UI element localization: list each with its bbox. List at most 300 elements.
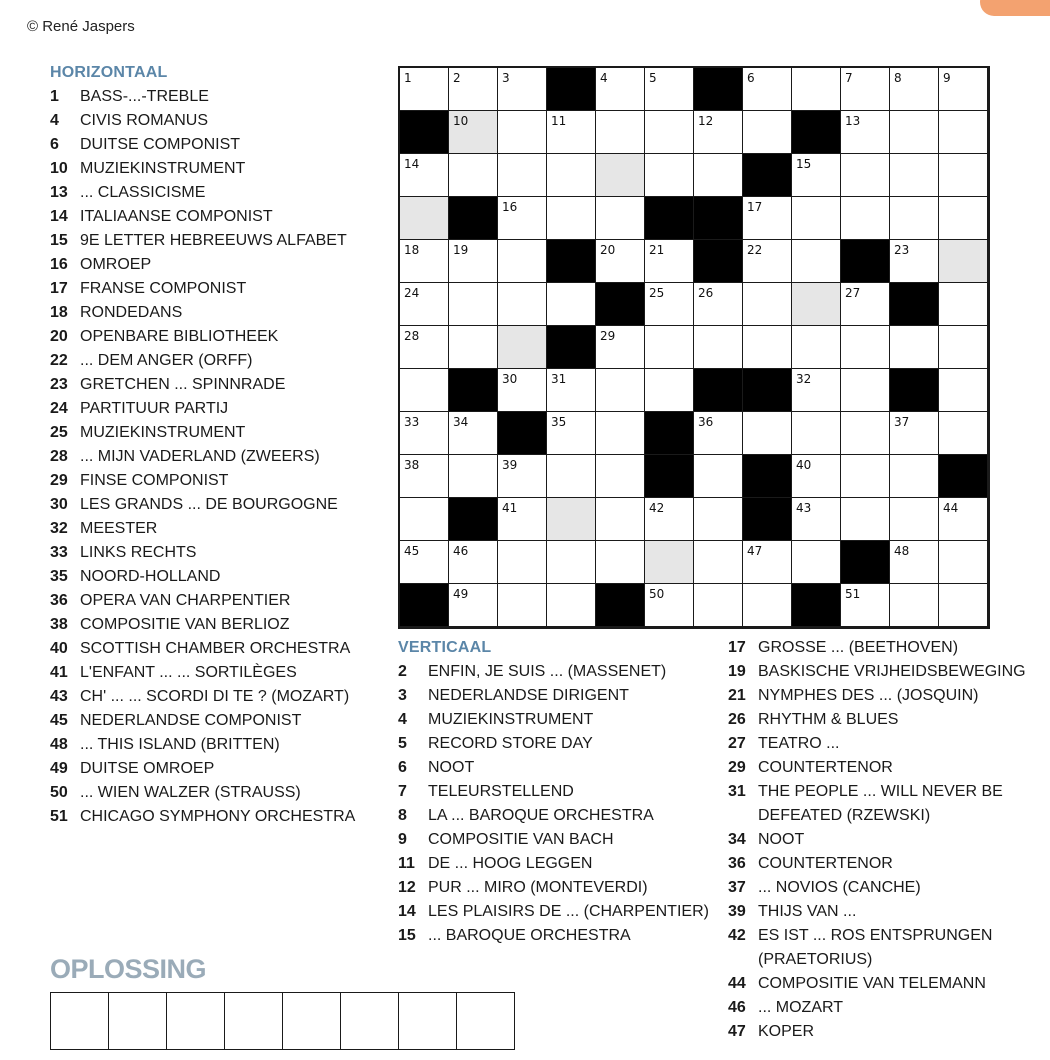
clue-number: 37: [728, 879, 746, 896]
clue-number: 19: [728, 663, 746, 680]
grid-cell[interactable]: [939, 326, 988, 369]
grid-cell[interactable]: [792, 326, 841, 369]
grid-cell[interactable]: [694, 154, 743, 197]
grid-cell[interactable]: [449, 283, 498, 326]
clue-text: NEDERLANDSE COMPONIST: [80, 712, 302, 729]
grid-cell[interactable]: [645, 240, 694, 283]
grid-cell[interactable]: [841, 68, 890, 111]
clue-text: TEATRO ...: [758, 735, 840, 752]
black-cell: [841, 240, 890, 283]
clue-text: ... DEM ANGER (ORFF): [80, 352, 253, 369]
cell-number: 1: [404, 71, 412, 85]
clue-number: 48: [50, 736, 68, 753]
clue-text: ITALIAANSE COMPONIST: [80, 208, 273, 225]
black-cell: [645, 412, 694, 455]
clue-text: GRETCHEN ... SPINNRADE: [80, 376, 286, 393]
grid-cell[interactable]: [890, 240, 939, 283]
grid-cell[interactable]: [596, 412, 645, 455]
clue-item: [728, 708, 1033, 732]
grid-cell[interactable]: [596, 455, 645, 498]
grid-cell[interactable]: [645, 326, 694, 369]
clue-text: TELEURSTELLEND: [428, 783, 574, 800]
grid-cell[interactable]: [694, 111, 743, 154]
grid-cell[interactable]: [400, 283, 449, 326]
cell-number: 7: [845, 71, 853, 85]
clue-item: [50, 133, 370, 157]
grid-cell[interactable]: [890, 498, 939, 541]
solution-box[interactable]: [399, 993, 457, 1049]
grid-cell[interactable]: [792, 412, 841, 455]
clue-item: [50, 613, 370, 637]
grid-cell[interactable]: [547, 369, 596, 412]
solution-cell[interactable]: [400, 197, 449, 240]
grid-cell[interactable]: [841, 584, 890, 627]
clue-text: DUITSE OMROEP: [80, 760, 215, 777]
grid-cell[interactable]: [841, 283, 890, 326]
clue-item: [728, 756, 1033, 780]
grid-cell[interactable]: [792, 240, 841, 283]
clue-number: 6: [50, 136, 59, 153]
grid-cell[interactable]: [939, 197, 988, 240]
clue-number: 51: [50, 808, 68, 825]
grid-cell[interactable]: [743, 197, 792, 240]
solution-box[interactable]: [51, 993, 109, 1049]
clue-item: [50, 733, 370, 757]
grid-cell[interactable]: [841, 154, 890, 197]
grid-cell[interactable]: [645, 369, 694, 412]
grid-cell[interactable]: [547, 283, 596, 326]
clue-text: OPENBARE BIBLIOTHEEK: [80, 328, 279, 345]
solution-cell[interactable]: [498, 326, 547, 369]
grid-cell[interactable]: [596, 369, 645, 412]
grid-cell[interactable]: [547, 111, 596, 154]
clue-number: 13: [50, 184, 68, 201]
grid-cell[interactable]: [841, 326, 890, 369]
cell-number: 22: [747, 243, 763, 257]
grid-cell[interactable]: [792, 154, 841, 197]
grid-cell[interactable]: [890, 412, 939, 455]
clue-text: OPERA VAN CHARPENTIER: [80, 592, 291, 609]
clue-item: [50, 589, 370, 613]
grid-cell[interactable]: [547, 584, 596, 627]
grid-cell[interactable]: [792, 541, 841, 584]
clue-item: [728, 972, 1033, 996]
cell-number: 9: [943, 71, 951, 85]
grid-cell[interactable]: [841, 111, 890, 154]
solution-box[interactable]: [167, 993, 225, 1049]
grid-cell[interactable]: [449, 326, 498, 369]
cell-number: 37: [894, 415, 910, 429]
grid-cell[interactable]: [498, 111, 547, 154]
cell-number: 26: [698, 286, 714, 300]
grid-cell[interactable]: [743, 541, 792, 584]
grid-cell[interactable]: [841, 412, 890, 455]
grid-cell[interactable]: [498, 240, 547, 283]
black-cell: [449, 197, 498, 240]
grid-cell[interactable]: [694, 326, 743, 369]
clue-number: 40: [50, 640, 68, 657]
clue-text: NOORD-HOLLAND: [80, 568, 221, 585]
clue-text: OMROEP: [80, 256, 152, 273]
cell-number: 41: [502, 501, 518, 515]
grid-cell[interactable]: [449, 154, 498, 197]
grid-cell[interactable]: [694, 541, 743, 584]
grid-cell[interactable]: [743, 584, 792, 627]
grid-cell[interactable]: [792, 369, 841, 412]
solution-cell[interactable]: [596, 154, 645, 197]
grid-cell[interactable]: [596, 197, 645, 240]
clue-number: 36: [50, 592, 68, 609]
clue-number: 45: [50, 712, 68, 729]
clue-text: 9E LETTER HEBREEUWS ALFABET: [80, 232, 347, 249]
clue-item: [50, 349, 370, 373]
clue-number: 7: [398, 783, 407, 800]
clue-number: 17: [50, 280, 68, 297]
crossword-grid: [398, 66, 990, 629]
black-cell: [890, 369, 939, 412]
clue-number: 33: [50, 544, 68, 561]
clue-text: COMPOSITIE VAN TELEMANN: [758, 975, 986, 992]
grid-cell[interactable]: [498, 369, 547, 412]
grid-cell[interactable]: [841, 455, 890, 498]
grid-cell[interactable]: [498, 68, 547, 111]
grid-cell[interactable]: [645, 283, 694, 326]
clue-text: ES IST ... ROS ENTSPRUNGEN (PRAETORIUS): [758, 927, 993, 968]
solution-cell[interactable]: [449, 111, 498, 154]
clue-text: THIJS VAN ...: [758, 903, 857, 920]
grid-cell[interactable]: [498, 584, 547, 627]
clue-item: [728, 900, 1033, 924]
grid-cell[interactable]: [498, 197, 547, 240]
grid-cell[interactable]: [694, 584, 743, 627]
grid-cell[interactable]: [939, 584, 988, 627]
grid-cell[interactable]: [890, 326, 939, 369]
cell-number: 44: [943, 501, 959, 515]
clue-number: 11: [398, 855, 415, 872]
clue-text: RONDEDANS: [80, 304, 183, 321]
grid-cell[interactable]: [890, 541, 939, 584]
clue-item: [728, 780, 1033, 828]
clue-number: 28: [50, 448, 68, 465]
grid-cell[interactable]: [596, 541, 645, 584]
clue-number: 49: [50, 760, 68, 777]
clue-text: MUZIEKINSTRUMENT: [80, 160, 246, 177]
clue-text: MEESTER: [80, 520, 158, 537]
grid-cell[interactable]: [939, 68, 988, 111]
grid-cell[interactable]: [743, 68, 792, 111]
black-cell: [645, 455, 694, 498]
grid-cell[interactable]: [792, 498, 841, 541]
clue-number: 23: [50, 376, 68, 393]
clue-item: [398, 732, 713, 756]
grid-cell[interactable]: [449, 68, 498, 111]
grid-cell[interactable]: [792, 68, 841, 111]
clue-number: 10: [50, 160, 68, 177]
cell-number: 51: [845, 587, 861, 601]
clue-text: CIVIS ROMANUS: [80, 112, 209, 129]
grid-cell[interactable]: [400, 412, 449, 455]
grid-cell[interactable]: [939, 154, 988, 197]
grid-cell[interactable]: [400, 154, 449, 197]
grid-cell[interactable]: [596, 111, 645, 154]
clue-text: FRANSE COMPONIST: [80, 280, 247, 297]
clue-number: 50: [50, 784, 68, 801]
black-cell: [400, 584, 449, 627]
clue-item: [50, 781, 370, 805]
grid-cell[interactable]: [449, 584, 498, 627]
solution-cell[interactable]: [939, 240, 988, 283]
grid-cell[interactable]: [449, 541, 498, 584]
cell-number: 31: [551, 372, 567, 386]
grid-cell[interactable]: [743, 111, 792, 154]
clue-number: 36: [728, 855, 746, 872]
grid-cell[interactable]: [841, 197, 890, 240]
clue-number: 15: [398, 927, 416, 944]
grid-cell[interactable]: [694, 455, 743, 498]
grid-cell[interactable]: [743, 283, 792, 326]
vertical-clues-right: [728, 636, 1033, 1044]
solution-cell[interactable]: [792, 283, 841, 326]
clue-item: [728, 684, 1033, 708]
clue-text: COMPOSITIE VAN BERLIOZ: [80, 616, 290, 633]
clue-item: [50, 205, 370, 229]
grid-cell[interactable]: [890, 111, 939, 154]
clue-item: [728, 924, 1033, 972]
clue-text: ... NOVIOS (CANCHE): [758, 879, 921, 896]
grid-cell[interactable]: [890, 197, 939, 240]
grid-cell[interactable]: [743, 412, 792, 455]
clue-text: CHICAGO SYMPHONY ORCHESTRA: [80, 808, 356, 825]
clue-item: [50, 445, 370, 469]
clue-item: [50, 469, 370, 493]
grid-cell[interactable]: [890, 154, 939, 197]
cell-number: 27: [845, 286, 861, 300]
cell-number: 35: [551, 415, 567, 429]
grid-cell[interactable]: [890, 68, 939, 111]
clue-item: [398, 876, 713, 900]
black-cell: [890, 283, 939, 326]
grid-cell[interactable]: [449, 455, 498, 498]
grid-cell[interactable]: [939, 111, 988, 154]
clue-number: 46: [728, 999, 746, 1016]
clue-item: [728, 660, 1033, 684]
clue-text: ... WIEN WALZER (STRAUSS): [80, 784, 301, 801]
solution-box[interactable]: [341, 993, 399, 1049]
grid-cell[interactable]: [792, 197, 841, 240]
grid-cell[interactable]: [694, 498, 743, 541]
clue-number: 25: [50, 424, 68, 441]
black-cell: [792, 584, 841, 627]
copyright: © René Jaspers: [27, 18, 135, 35]
solution-box[interactable]: [457, 993, 515, 1049]
grid-cell[interactable]: [498, 154, 547, 197]
clue-item: [50, 517, 370, 541]
grid-cell[interactable]: [939, 283, 988, 326]
grid-cell[interactable]: [890, 584, 939, 627]
black-cell: [498, 412, 547, 455]
cell-number: 49: [453, 587, 469, 601]
solution-cell[interactable]: [547, 498, 596, 541]
solution-cell[interactable]: [645, 541, 694, 584]
clue-item: [50, 85, 370, 109]
clue-text: MUZIEKINSTRUMENT: [80, 424, 246, 441]
grid-cell[interactable]: [645, 584, 694, 627]
grid-cell[interactable]: [645, 154, 694, 197]
grid-cell[interactable]: [890, 455, 939, 498]
solution-box[interactable]: [109, 993, 167, 1049]
cell-number: 43: [796, 501, 812, 515]
cell-number: 24: [404, 286, 420, 300]
clue-item: [50, 277, 370, 301]
clue-text: ENFIN, JE SUIS ... (MASSENET): [428, 663, 667, 680]
cell-number: 20: [600, 243, 616, 257]
grid-cell[interactable]: [547, 412, 596, 455]
grid-cell[interactable]: [792, 455, 841, 498]
clue-item: [50, 685, 370, 709]
grid-cell[interactable]: [645, 498, 694, 541]
clue-item: [50, 805, 370, 829]
solution-box[interactable]: [283, 993, 341, 1049]
clue-text: SCOTTISH CHAMBER ORCHESTRA: [80, 640, 351, 657]
black-cell: [694, 68, 743, 111]
clue-item: [50, 325, 370, 349]
clue-number: 1: [50, 88, 59, 105]
grid-cell[interactable]: [400, 240, 449, 283]
black-cell: [547, 326, 596, 369]
clue-item: [398, 756, 713, 780]
grid-cell[interactable]: [939, 498, 988, 541]
grid-cell[interactable]: [547, 541, 596, 584]
clue-text: BASS-...-TREBLE: [80, 88, 209, 105]
black-cell: [694, 197, 743, 240]
grid-cell[interactable]: [449, 412, 498, 455]
clue-text: BASKISCHE VRIJHEIDSBEWEGING: [758, 663, 1026, 680]
grid-cell[interactable]: [400, 455, 449, 498]
clue-number: 24: [50, 400, 68, 417]
clue-number: 6: [398, 759, 407, 776]
grid-cell[interactable]: [743, 326, 792, 369]
grid-cell[interactable]: [400, 369, 449, 412]
cell-number: 47: [747, 544, 763, 558]
cell-number: 3: [502, 71, 510, 85]
grid-cell[interactable]: [400, 541, 449, 584]
black-cell: [743, 498, 792, 541]
clue-number: 29: [50, 472, 68, 489]
black-cell: [596, 283, 645, 326]
grid-cell[interactable]: [400, 68, 449, 111]
black-cell: [547, 68, 596, 111]
clue-text: DE ... HOOG LEGGEN: [428, 855, 593, 872]
clue-item: [728, 1020, 1033, 1044]
grid-cell[interactable]: [400, 326, 449, 369]
grid-cell[interactable]: [939, 541, 988, 584]
clue-number: 29: [728, 759, 746, 776]
clue-item: [50, 709, 370, 733]
grid-cell[interactable]: [596, 68, 645, 111]
clue-item: [50, 397, 370, 421]
clue-text: ... CLASSICISME: [80, 184, 206, 201]
clue-text: L'ENFANT ... ... SORTILÈGES: [80, 664, 297, 681]
cell-number: 18: [404, 243, 420, 257]
cell-number: 6: [747, 71, 755, 85]
grid-cell[interactable]: [645, 68, 694, 111]
cell-number: 32: [796, 372, 812, 386]
cell-number: 38: [404, 458, 420, 472]
grid-cell[interactable]: [498, 541, 547, 584]
grid-cell[interactable]: [743, 240, 792, 283]
grid-cell[interactable]: [547, 154, 596, 197]
grid-cell[interactable]: [449, 240, 498, 283]
clue-item: [50, 301, 370, 325]
grid-cell[interactable]: [841, 498, 890, 541]
solution-box[interactable]: [225, 993, 283, 1049]
grid-cell[interactable]: [498, 283, 547, 326]
cell-number: 33: [404, 415, 420, 429]
clue-item: [50, 109, 370, 133]
clue-text: ... THIS ISLAND (BRITTEN): [80, 736, 280, 753]
clue-item: [728, 828, 1033, 852]
clue-item: [50, 157, 370, 181]
cell-number: 5: [649, 71, 657, 85]
cell-number: 17: [747, 200, 763, 214]
grid-cell[interactable]: [841, 369, 890, 412]
clue-number: 27: [728, 735, 746, 752]
clue-number: 8: [398, 807, 407, 824]
cell-number: 23: [894, 243, 910, 257]
grid-cell[interactable]: [498, 498, 547, 541]
clue-text: ... MOZART: [758, 999, 844, 1016]
cell-number: 13: [845, 114, 861, 128]
clue-item: [50, 493, 370, 517]
clue-text: FINSE COMPONIST: [80, 472, 229, 489]
grid-cell[interactable]: [547, 197, 596, 240]
clue-text: NOOT: [758, 831, 805, 848]
grid-cell[interactable]: [596, 240, 645, 283]
grid-cell[interactable]: [596, 326, 645, 369]
clue-item: [50, 421, 370, 445]
clue-item: [398, 852, 713, 876]
grid-cell[interactable]: [547, 455, 596, 498]
clue-number: 17: [728, 639, 746, 656]
cell-number: 11: [551, 114, 567, 128]
clue-text: LA ... BAROQUE ORCHESTRA: [428, 807, 654, 824]
clue-item: [398, 660, 713, 684]
grid-cell[interactable]: [939, 412, 988, 455]
cell-number: 45: [404, 544, 420, 558]
clue-text: MUZIEKINSTRUMENT: [428, 711, 594, 728]
grid-cell[interactable]: [694, 412, 743, 455]
clue-number: 14: [50, 208, 68, 225]
clue-number: 41: [50, 664, 68, 681]
cell-number: 25: [649, 286, 665, 300]
clue-number: 16: [50, 256, 68, 273]
grid-cell[interactable]: [400, 498, 449, 541]
cell-number: 40: [796, 458, 812, 472]
grid-cell[interactable]: [939, 369, 988, 412]
clue-number: 9: [398, 831, 407, 848]
grid-cell[interactable]: [694, 283, 743, 326]
vertical-title: VERTICAAL: [398, 639, 492, 656]
cell-number: 14: [404, 157, 420, 171]
grid-cell[interactable]: [596, 498, 645, 541]
black-cell: [694, 369, 743, 412]
clue-number: 42: [728, 927, 746, 944]
grid-cell[interactable]: [498, 455, 547, 498]
cell-number: 12: [698, 114, 714, 128]
grid-cell[interactable]: [645, 111, 694, 154]
black-cell: [743, 369, 792, 412]
black-cell: [449, 369, 498, 412]
